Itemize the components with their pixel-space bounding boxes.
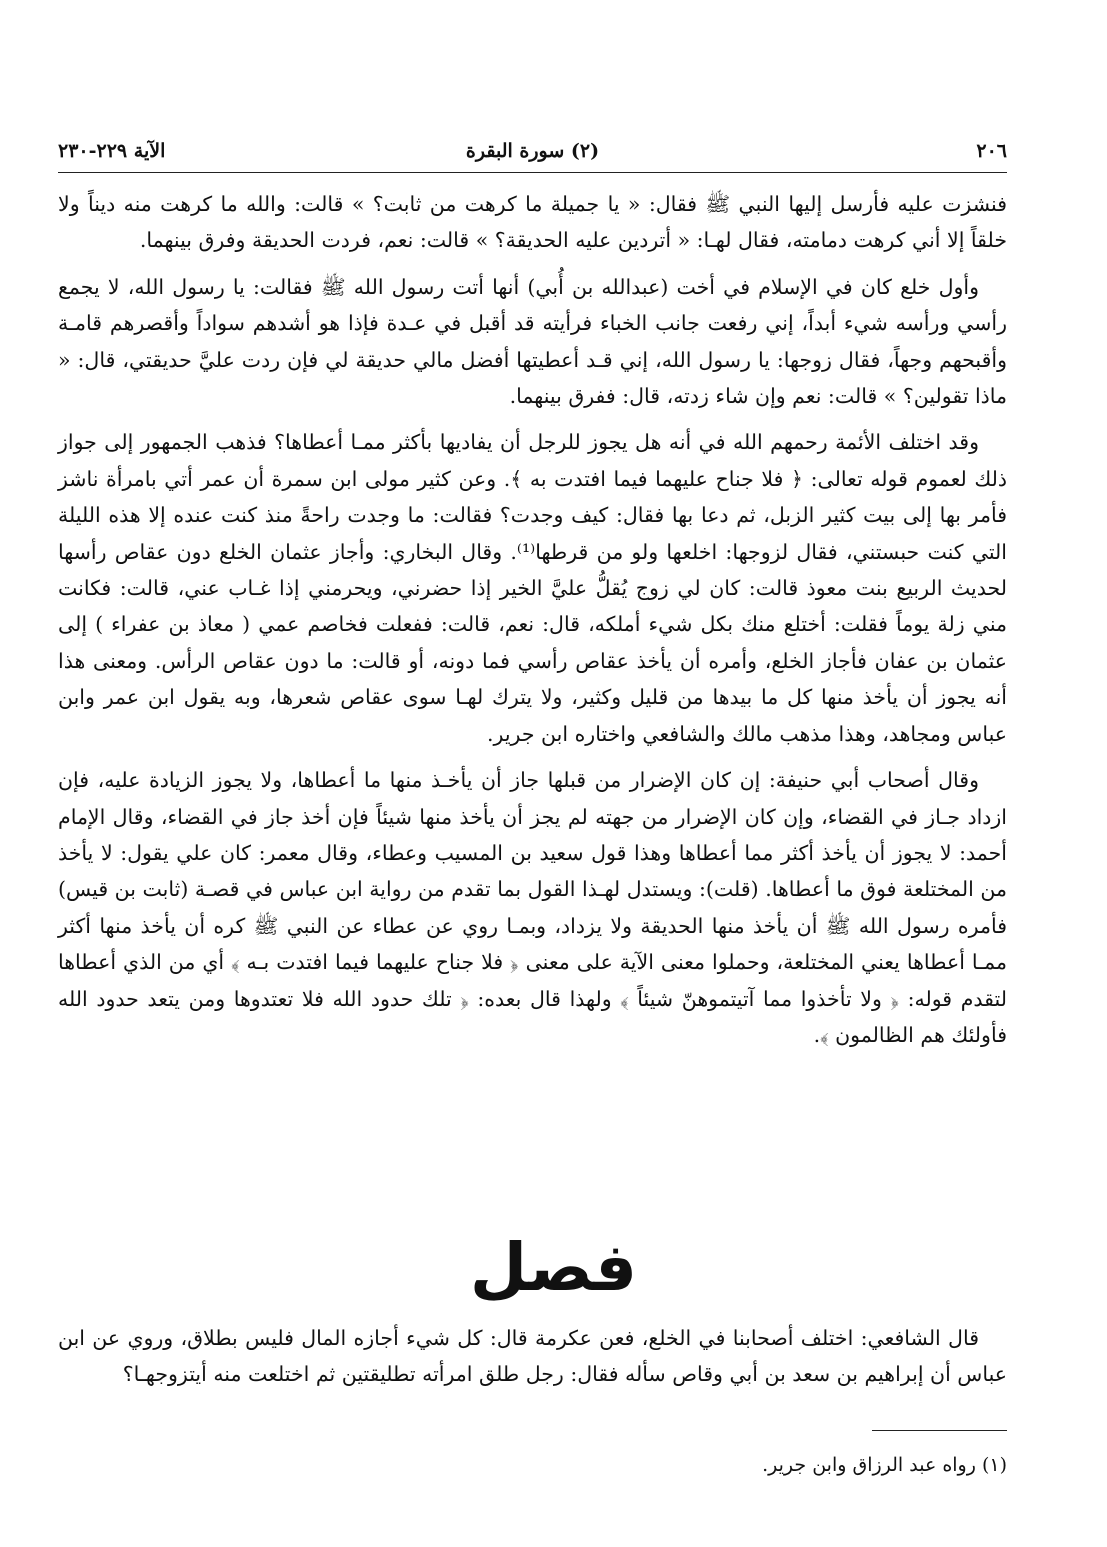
running-header (58, 140, 1007, 170)
page-number: ٢٠٦ (976, 140, 1007, 162)
footnote: (١) رواه عبد الرزاق وابن جرير. (762, 1454, 1007, 1476)
section-heading: فصل (469, 1229, 638, 1306)
footnote-rule (872, 1430, 1007, 1431)
paragraph: وقد اختلف الأئمة رحمهم الله في أنه هل يجوز للرجل أن يفاديها بأكثر ممـا أعطاها؟ فذهب الجمهور إلى جواز ذلك لعموم قوله تعالى: ﴿ فلا جناح عليهما فيما افتدت به ﴾. وعن كثير مولى ابن سمرة أن عمر أتي بامرأة ناشز فأمر بها إلى بيت كثير الزبل، ثم دعا بها فقال: كيف وجدت؟ فقالت: ما وجدت راحةً منذ كنت عنده إلا هذه الليلة التي كنت حبستني، فقال لزوجها: اخلعها ولو من قرطها⁽¹⁾. وقال البخاري: وأجاز عثمان الخلع دون عقاص رأسها لحديث الربيع بنت معوذ قالت: كان لي زوج يُقلُّ عليَّ الخير إذا حضرني، ويحرمني إذا غـاب عني، قالت: فكانت مني زلة يوماً فقلت: أختلع منك بكل شيء أملكه، قال: نعم، قالت: ففعلت فخاصم عمي ( معاذ بن عفراء ) إلى عثمان بن عفان فأجاز الخلع، وأمره أن يأخذ عقاص رأسي فما دونه، أو قالت: ما دون عقاص الرأس. ومعنى هذا أنه يجوز أن يأخذ منها كل ما بيدها من قليل وكثير، ولا يترك لهـا سوى عقاص شعرها، وبه يقول ابن عمر وابن عباس ومجاهد، وهذا مذهب مالك والشافعي واختاره ابن جرير. (58, 430, 1007, 746)
surah-title: (٢) سورة البقرة (465, 140, 600, 162)
header-rule (58, 172, 1007, 173)
section-text (58, 1320, 1007, 1393)
paragraph: فنشزت عليه فأرسل إليها النبي ﷺ فقال: « يا جميلة ما كرهت من ثابت؟ » قالت: والله ما كرهت منه ديناً ولا خلقاً إلا أني كرهت دمامته، فقال لهـا: « أتردين عليه الحديقة؟ » قالت: نعم، فردت الحديقة وفرق بينهما. (58, 192, 1007, 253)
main-text (58, 186, 1007, 1063)
paragraph: وقال أصحاب أبي حنيفة: إن كان الإضرار من قبلها جاز أن يأخـذ منها ما أعطاها، ولا يجوز الزيادة عليه، فإن ازداد جـاز في القضاء، وإن كان الإضرار من جهته لم يجز أن يأخذ منها شيئاً فإن أخذ جاز في القضاء، وقال الإمام أحمد: لا يجوز أن يأخذ أكثر مما أعطاها وهذا قول سعيد بن المسيب وعطاء، وقال معمر: كان علي يقول: لا يأخذ من المختلعة فوق ما أعطاها. (قلت): ويستدل لهـذا القول بما تقدم من رواية ابن عباس في قصـة (ثابت بن قيس) فأمره رسول الله ﷺ أن يأخذ منها الحديقة ولا يزداد، وبمـا روي عن عطاء عن النبي ﷺ كره أن يأخذ منها أكثر ممـا أعطاها يعني المختلعة، وحملوا معنى الآية على معنى ﴿ فلا جناح عليهما فيما افتدت بـه ﴾ أي من الذي أعطاها لتقدم قوله: ﴿ ولا تأخذوا مما آتيتموهنّ شيئاً ﴾ ولهذا قال بعده: ﴿ تلك حدود الله فلا تعتدوها ومن يتعد حدود الله فأولئك هم الظالمون ﴾. (58, 768, 1007, 1047)
ayah-range: الآية ٢٢٩-٢٣٠ (58, 140, 166, 162)
paragraph: قال الشافعي: اختلف أصحابنا في الخلع، فعن عكرمة قال: كل شيء أجازه المال فليس بطلاق، وروي عن ابن عباس أن إبراهيم بن سعد بن أبي وقاص سأله فقال: رجل طلق امرأته تطليقتين ثم اختلعت منه أيتزوجهـا؟ (58, 1326, 1007, 1387)
paragraph: وأول خلع كان في الإسلام في أخت (عبدالله بن أُبي) أنها أتت رسول الله ﷺ فقالت: يا رسول الله، لا يجمع رأسي ورأسه شيء أبداً، إني رفعت جانب الخباء فرأيته قد أقبل في عـدة فإذا هو أشدهم سواداً وأقصرهم قامـة وأقبحهم وجهاً، فقال زوجها: يا رسول الله، إني قـد أعطيتها أفضل مالي حديقة لي فإن ردت عليَّ حديقتي، قال: « ماذا تقولين؟ » قالت: نعم وإن شاء زدته، قال: ففرق بينهما. (58, 274, 1007, 409)
